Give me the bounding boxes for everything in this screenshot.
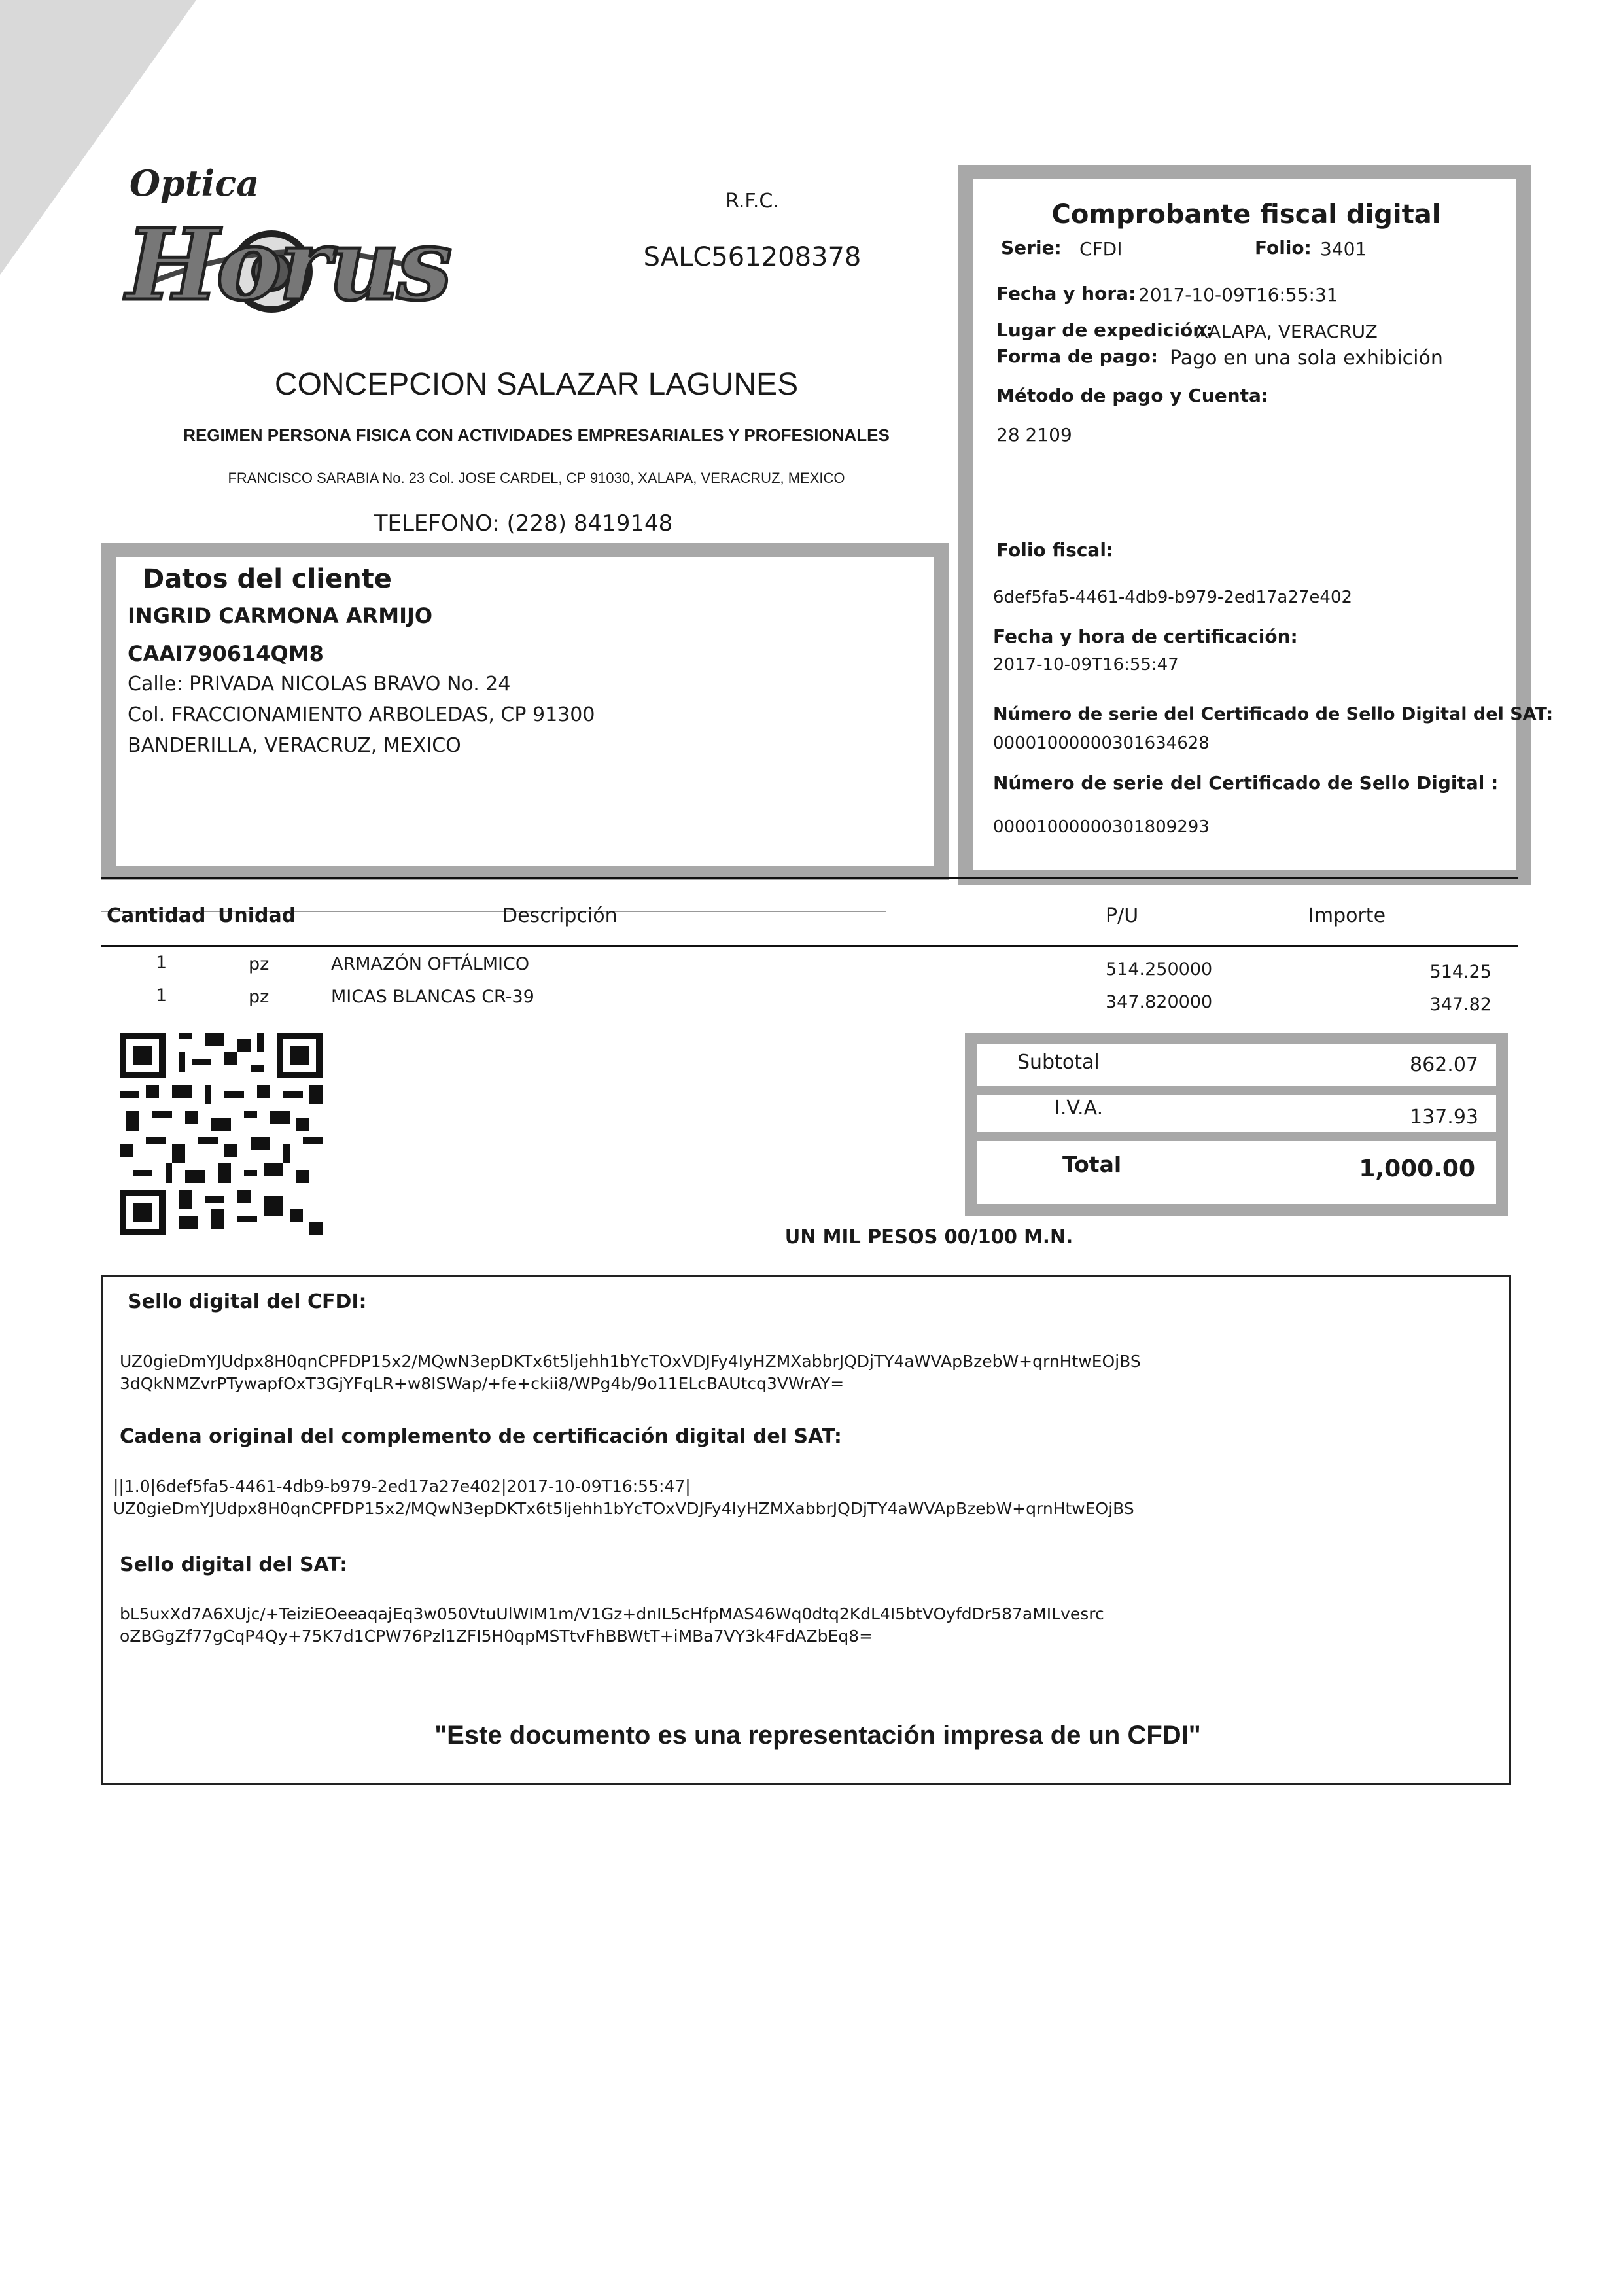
fecha-cert-label: Fecha y hora de certificación: — [993, 626, 1298, 647]
header-pu: P/U — [1106, 904, 1139, 927]
table-row-2-pu: 347.820000 — [1106, 992, 1213, 1012]
cadena-original-line-1: ||1.0|6def5fa5-4461-4db9-b979-2ed17a27e402|2017-10-09T16:55:47| — [113, 1477, 691, 1496]
client-rfc: CAAI790614QM8 — [128, 641, 324, 666]
header-importe: Importe — [1308, 904, 1386, 927]
issuer-address: FRANCISCO SARABIA No. 23 Col. JOSE CARDEL, CP 91030, XALAPA, VERACRUZ, MEXICO — [228, 470, 845, 486]
cfdi-title: Comprobante fiscal digital — [1051, 200, 1441, 230]
header-cantidad: Cantidad — [107, 904, 206, 927]
logo-horus-text: Horus — [126, 207, 450, 323]
totals-divider-2 — [977, 1132, 1496, 1141]
issuer-regimen: REGIMEN PERSONA FISICA CON ACTIVIDADES EMPRESARIALES Y PROFESIONALES — [183, 425, 890, 445]
folio-fiscal-label: Folio fiscal: — [996, 539, 1114, 561]
header-descripcion: Descripción — [502, 904, 618, 927]
qr-code-icon — [120, 1033, 323, 1235]
table-top-rule — [101, 877, 1518, 879]
totals-divider-1 — [977, 1086, 1496, 1095]
total-label: Total — [1062, 1152, 1122, 1177]
cadena-original-line-2: UZ0gieDmYJUdpx8H0qnCPFDP15x2/MQwN3epDKTx6t5ljehh1bYcTOxVDJFy4IyHZMXabbrJQDjTY4aWVApBzebW+qrnHtwEOjBS — [113, 1499, 1134, 1518]
lugar-label: Lugar de expedición: — [996, 319, 1213, 341]
total-value: 1,000.00 — [1359, 1156, 1475, 1182]
issuer-phone: TELEFONO: (228) 8419148 — [374, 510, 673, 537]
fecha-cert-value: 2017-10-09T16:55:47 — [993, 655, 1179, 675]
iva-label: I.V.A. — [1055, 1097, 1104, 1120]
fecha-value: 2017-10-09T16:55:31 — [1138, 284, 1338, 306]
client-colony: Col. FRACCIONAMIENTO ARBOLEDAS, CP 91300 — [128, 703, 595, 726]
lugar-value: XALAPA, VERACRUZ — [1196, 321, 1378, 342]
table-row-1-pu: 514.250000 — [1106, 959, 1213, 980]
metodo-value: 28 2109 — [996, 424, 1072, 446]
cert-value: 00001000000301809293 — [993, 817, 1210, 837]
rfc-label: R.F.C. — [725, 190, 779, 213]
sello-cfdi-line-1: UZ0gieDmYJUdpx8H0qnCPFDP15x2/MQwN3epDKTx6t5ljehh1bYcTOxVDJFy4IyHZMXabbrJQDjTY4aWVApBzebW+qrnHtwEOjBS — [120, 1352, 1141, 1371]
cadena-original-label: Cadena original del complemento de certificación digital del SAT: — [120, 1425, 842, 1448]
sello-sat-line-2: oZBGgZf77gCqP4Qy+75K7d1CPW76Pzl1ZFI5H0qpMSTtvFhBBWtT+iMBa7VY3k4FdAZbEq8= — [120, 1627, 873, 1646]
folio-value: 3401 — [1320, 238, 1367, 260]
serie-value: CFDI — [1079, 238, 1123, 260]
issuer-name: CONCEPCION SALAZAR LAGUNES — [274, 367, 799, 402]
table-row-2-importe: 347.82 — [1429, 995, 1492, 1015]
cert-sat-value: 00001000000301634628 — [993, 733, 1210, 753]
table-row-1-importe: 514.25 — [1429, 962, 1492, 982]
cert-sat-label: Número de serie del Certificado de Sello Digital del SAT: — [993, 704, 1554, 724]
folio-label: Folio: — [1255, 237, 1312, 258]
logo-optica-text: Optica — [130, 162, 260, 204]
table-row-1-descripcion: ARMAZÓN OFTÁLMICO — [331, 954, 530, 974]
issuer-rfc: SALC561208378 — [643, 242, 862, 272]
table-row-2-descripcion: MICAS BLANCAS CR-39 — [331, 987, 534, 1007]
cert-label: Número de serie del Certificado de Sello Digital : — [993, 772, 1499, 794]
sello-sat-label: Sello digital del SAT: — [120, 1553, 348, 1576]
client-title: Datos del cliente — [143, 564, 392, 594]
forma-value: Pago en una sola exhibición — [1170, 347, 1443, 370]
metodo-label: Método de pago y Cuenta: — [996, 385, 1269, 406]
folio-fiscal-value: 6def5fa5-4461-4db9-b979-2ed17a27e402 — [993, 588, 1353, 607]
table-row-2-cantidad: 1 — [156, 985, 167, 1006]
sello-sat-line-1: bL5uxXd7A6XUjc/+TeiziEOeeaqajEq3w050VtuUlWIM1m/V1Gz+dnIL5cHfpMAS46Wq0dtq2KdL4I5btVOyfdDr587aMILvesrc — [120, 1604, 1104, 1623]
serie-label: Serie: — [1001, 237, 1062, 258]
forma-label: Forma de pago: — [996, 345, 1159, 367]
client-street: Calle: PRIVADA NICOLAS BRAVO No. 24 — [128, 673, 511, 696]
iva-value: 137.93 — [1410, 1106, 1478, 1129]
subtotal-value: 862.07 — [1410, 1053, 1478, 1076]
table-row-1-cantidad: 1 — [156, 953, 167, 973]
table-row-1-unidad: pz — [249, 954, 270, 974]
table-header-rule — [101, 945, 1518, 947]
sello-cfdi-label: Sello digital del CFDI: — [128, 1290, 367, 1313]
logo-horus — [124, 209, 451, 321]
client-city: BANDERILLA, VERACRUZ, MEXICO — [128, 734, 461, 757]
fecha-label: Fecha y hora: — [996, 283, 1136, 304]
subtotal-label: Subtotal — [1017, 1051, 1100, 1074]
cfdi-representation-note: "Este documento es una representación impresa de un CFDI" — [434, 1721, 1201, 1750]
table-row-2-unidad: pz — [249, 987, 270, 1007]
client-name: INGRID CARMONA ARMIJO — [128, 603, 433, 628]
header-unidad: Unidad — [218, 904, 296, 927]
amount-in-words: UN MIL PESOS 00/100 M.N. — [784, 1226, 1073, 1248]
sello-cfdi-line-2: 3dQkNMZvrPTywapfOxT3GjYFqLR+w8ISWap/+fe+ckii8/WPg4b/9o11ELcBAUtcq3VWrAY= — [120, 1374, 845, 1393]
